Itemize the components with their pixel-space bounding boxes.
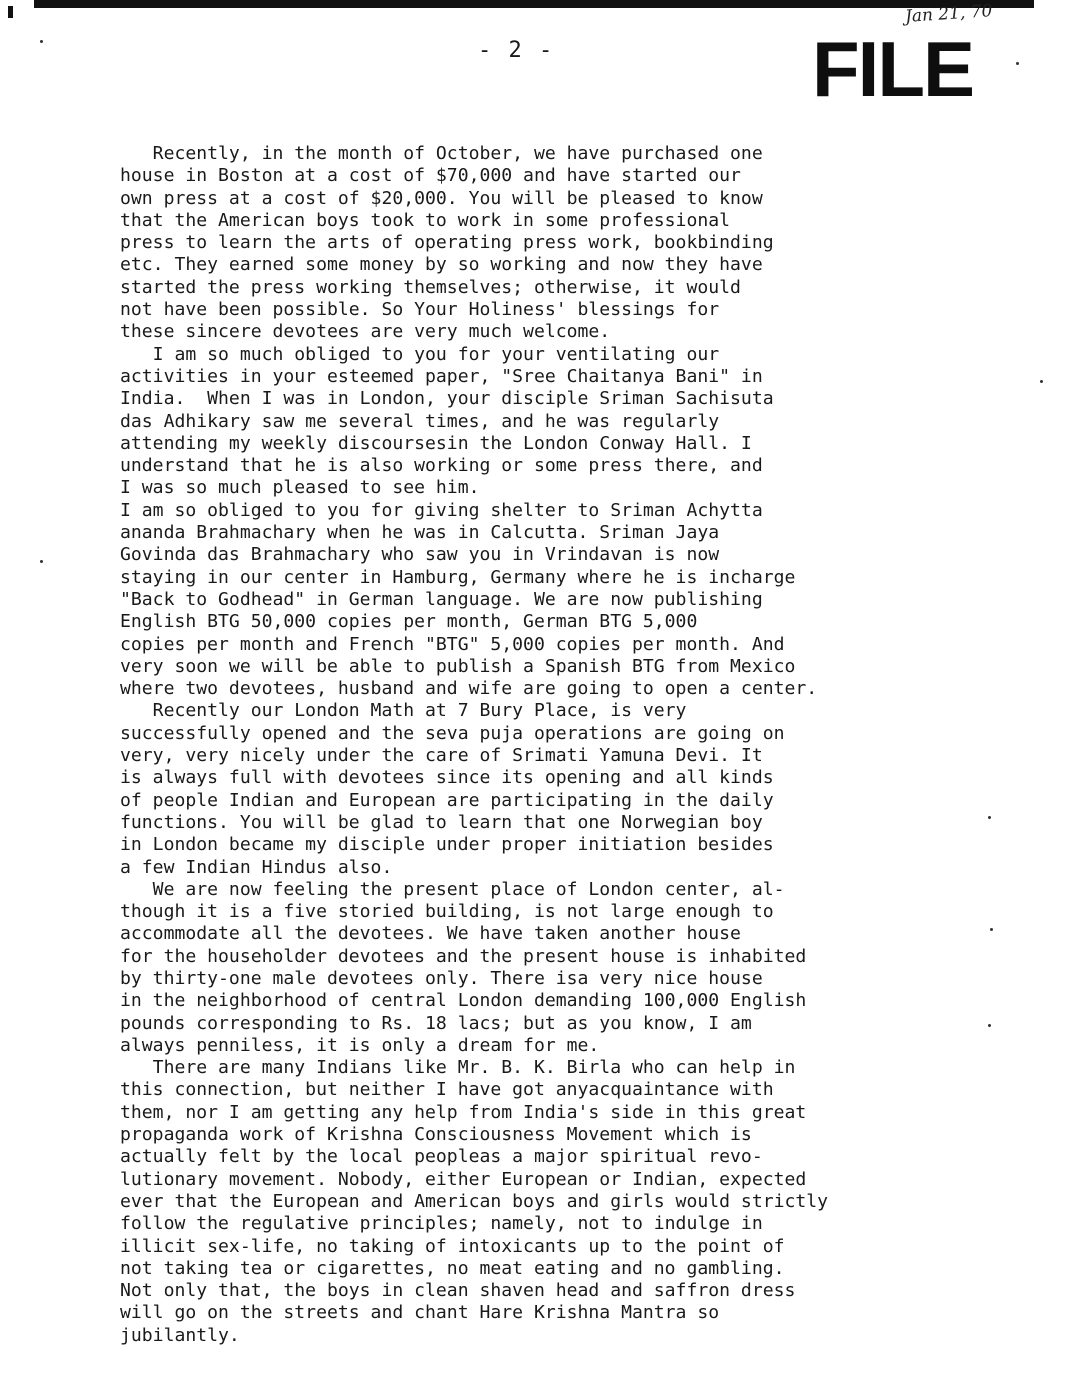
letter-line: I am so obliged to you for giving shelter to Sriman Achytta xyxy=(120,499,763,521)
letter-line: etc. They earned some money by so working and now they have xyxy=(120,254,763,276)
page-number: - 2 - xyxy=(478,38,555,63)
top-edge-mark xyxy=(8,6,13,18)
letter-line: though it is a five storied building, is not large enough to xyxy=(120,901,774,923)
scan-speck xyxy=(988,816,991,819)
letter-line: successfully opened and the seva puja operations are going on xyxy=(120,722,785,744)
letter-line: own press at a cost of $20,000. You will be pleased to know xyxy=(120,187,763,209)
letter-line: lutionary movement. Nobody, either European or Indian, expected xyxy=(120,1168,807,1190)
letter-line: "Back to Godhead" in German language. We are now publishing xyxy=(120,588,763,610)
letter-line: actually felt by the local peopleas a major spiritual revo- xyxy=(120,1146,763,1168)
letter-line: We are now feeling the present place of London center, al- xyxy=(120,878,785,900)
letter-line: them, nor I am getting any help from India's side in this great xyxy=(120,1101,807,1123)
letter-line: copies per month and French "BTG" 5,000 copies per month. And xyxy=(120,633,785,655)
letter-line: not have been possible. So Your Holiness' blessings for xyxy=(120,299,720,321)
letter-line: Recently, in the month of October, we have purchased one xyxy=(120,143,763,164)
letter-line: I was so much pleased to see him. xyxy=(120,477,480,499)
letter-line: ever that the European and American boys and girls would strictly xyxy=(120,1190,829,1212)
letter-line: functions. You will be glad to learn that one Norwegian boy xyxy=(120,811,763,833)
letter-line: attending my weekly discoursesin the London Conway Hall. I xyxy=(120,432,752,454)
letter-line: I am so much obliged to you for your ventilating our xyxy=(120,343,720,365)
letter-line: where two devotees, husband and wife are going to open a center. xyxy=(120,678,818,700)
letter-line: das Adhikary saw me several times, and he was regularly xyxy=(120,410,720,432)
letter-line: activities in your esteemed paper, "Sree Chaitanya Bani" in xyxy=(120,365,763,387)
letter-line: by thirty-one male devotees only. There isa very nice house xyxy=(120,967,763,989)
letter-line: understand that he is also working or some press there, and xyxy=(120,455,763,477)
letter-line: in London became my disciple under proper initiation besides xyxy=(120,834,774,856)
letter-line: Not only that, the boys in clean shaven head and saffron dress xyxy=(120,1280,796,1302)
letter-line: for the householder devotees and the present house is inhabited xyxy=(120,945,807,967)
letter-line: a few Indian Hindus also. xyxy=(120,856,393,878)
letter-line: jubilantly. xyxy=(120,1324,240,1346)
scan-speck xyxy=(40,40,43,43)
letter-line: press to learn the arts of operating press work, bookbinding xyxy=(120,232,774,254)
letter-line: house in Boston at a cost of $70,000 and have started our xyxy=(120,165,741,187)
letter-line: English BTG 50,000 copies per month, German BTG 5,000 xyxy=(120,611,698,633)
letter-line: that the American boys took to work in some professional xyxy=(120,209,731,231)
letter-line: started the press working themselves; otherwise, it would xyxy=(120,276,741,298)
letter-line: will go on the streets and chant Hare Krishna Mantra so xyxy=(120,1302,720,1324)
letter-line: very soon we will be able to publish a Spanish BTG from Mexico xyxy=(120,655,796,677)
letter-line: Recently our London Math at 7 Bury Place, is very xyxy=(120,700,687,722)
letter-line: in the neighborhood of central London demanding 100,000 English xyxy=(120,990,807,1012)
scan-speck xyxy=(990,928,993,931)
letter-line: is always full with devotees since its opening and all kinds xyxy=(120,767,774,789)
scan-speck xyxy=(1016,62,1019,65)
letter-line: accommodate all the devotees. We have taken another house xyxy=(120,923,741,945)
letter-line: Govinda das Brahmachary who saw you in Vrindavan is now xyxy=(120,544,720,566)
top-edge-bar xyxy=(34,0,1034,8)
scan-speck xyxy=(1040,380,1043,383)
letter-line: always penniless, it is only a dream for me. xyxy=(120,1034,600,1056)
scan-speck xyxy=(40,560,43,563)
handwritten-date: Jan 21, 70 xyxy=(904,0,993,28)
letter-line: ananda Brahmachary when he was in Calcutta. Sriman Jaya xyxy=(120,522,720,544)
letter-line: There are many Indians like Mr. B. K. Birla who can help in xyxy=(120,1057,796,1079)
letter-line: these sincere devotees are very much welcome. xyxy=(120,321,611,343)
letter-line: staying in our center in Hamburg, Germany where he is incharge xyxy=(120,566,796,588)
scan-speck xyxy=(988,1024,991,1027)
letter-line: very, very nicely under the care of Srimati Yamuna Devi. It xyxy=(120,745,763,767)
letter-line: of people Indian and European are participating in the daily xyxy=(120,789,774,811)
letter-line: India. When I was in London, your disciple Sriman Sachisuta xyxy=(120,388,774,410)
letter-line: propaganda work of Krishna Consciousness Movement which is xyxy=(120,1124,752,1146)
file-stamp: FILE xyxy=(812,25,973,113)
letter-line: illicit sex-life, no taking of intoxicants up to the point of xyxy=(120,1235,785,1257)
letter-body xyxy=(120,143,1000,1347)
letter-line: this connection, but neither I have got anyacquaintance with xyxy=(120,1079,774,1101)
letter-line: follow the regulative principles; namely, not to indulge in xyxy=(120,1213,763,1235)
letter-line: pounds corresponding to Rs. 18 lacs; but as you know, I am xyxy=(120,1012,752,1034)
letter-line: not taking tea or cigarettes, no meat eating and no gambling. xyxy=(120,1257,785,1279)
